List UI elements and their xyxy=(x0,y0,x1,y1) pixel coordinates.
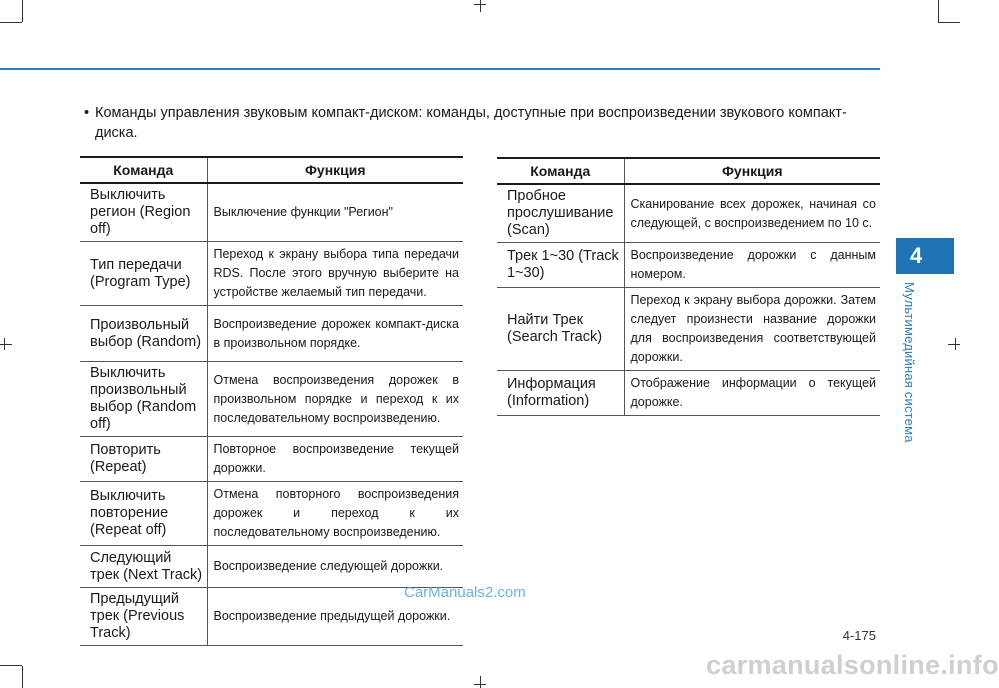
table-row xyxy=(497,184,880,243)
watermark: carmanualsonline.info xyxy=(706,650,999,680)
table-row xyxy=(497,288,880,371)
function-cell: Выключение функции "Регион" xyxy=(207,183,463,242)
crop-mark xyxy=(22,666,23,688)
function-cell: Воспроизведение следующей дорожки. xyxy=(207,546,463,588)
watermark: CarManuals2.com xyxy=(404,584,526,601)
command-cell: Произвольный выбор (Random) xyxy=(80,306,207,362)
function-cell: Отмена воспроизведения дорожек в произвольном порядке и переход к их последовательному воспроизведению. xyxy=(207,362,463,437)
command-cell: Предыдущий трек (Previous Track) xyxy=(80,588,207,646)
chapter-tab: 4 xyxy=(896,238,954,274)
command-cell: Выключить регион (Region off) xyxy=(80,183,207,242)
intro-paragraph xyxy=(80,103,880,143)
crop-mark xyxy=(474,4,486,5)
function-cell: Повторное воспроизведение текущей дорожки. xyxy=(207,437,463,482)
command-cell: Пробное прослушивание (Scan) xyxy=(497,184,624,243)
crop-mark xyxy=(4,338,5,350)
command-cell: Выключить произвольный выбор (Random off) xyxy=(80,362,207,437)
table-row xyxy=(80,437,463,482)
function-cell: Воспроизведение дорожки с данным номером. xyxy=(624,243,880,288)
crop-mark xyxy=(480,0,481,12)
command-cell: Информация (Information) xyxy=(497,371,624,416)
crop-mark xyxy=(955,338,956,350)
chapter-title-container xyxy=(902,282,932,452)
crop-mark xyxy=(0,22,22,23)
table-row xyxy=(80,482,463,546)
crop-mark xyxy=(938,22,960,23)
intro-text: Команды управления звуковым компакт-диском: команды, доступные при воспроизведении звукового компакт-диска. xyxy=(95,105,847,141)
table-row xyxy=(80,546,463,588)
commands-table-left xyxy=(80,156,463,646)
function-cell: Воспроизведение дорожек компакт-диска в произвольном порядке. xyxy=(207,306,463,362)
command-cell: Выключить повторение (Repeat off) xyxy=(80,482,207,546)
function-cell: Сканирование всех дорожек, начиная со следующей, с воспроизведением по 10 с. xyxy=(624,184,880,243)
function-cell: Отображение информации о текущей дорожке. xyxy=(624,371,880,416)
header-function: Функция xyxy=(624,158,880,184)
header-command: Команда xyxy=(497,158,624,184)
crop-mark xyxy=(474,684,486,685)
crop-mark xyxy=(22,0,23,22)
crop-mark xyxy=(938,0,939,22)
command-cell: Тип передачи (Program Type) xyxy=(80,242,207,306)
command-cell: Повторить (Repeat) xyxy=(80,437,207,482)
function-cell: Переход к экрану выбора дорожки. Затем следует произнести название дорожки для воспроизведения соответствующей дорожки. xyxy=(624,288,880,371)
commands-table-right xyxy=(497,157,880,416)
command-cell: Следующий трек (Next Track) xyxy=(80,546,207,588)
table-row xyxy=(80,306,463,362)
crop-mark xyxy=(948,344,960,345)
bullet-icon: • xyxy=(84,105,90,121)
header-command: Команда xyxy=(80,157,207,183)
function-cell: Отмена повторного воспроизведения дорожек и переход к их последовательному воспроизведению. xyxy=(207,482,463,546)
table-row xyxy=(497,371,880,416)
table-row xyxy=(497,243,880,288)
table-row xyxy=(80,242,463,306)
function-cell: Воспроизведение предыдущей дорожки. xyxy=(207,588,463,646)
header-rule xyxy=(0,68,880,70)
command-cell: Трек 1~30 (Track 1~30) xyxy=(497,243,624,288)
function-cell: Переход к экрану выбора типа передачи RDS. После этого вручную выберите на устройстве желаемый тип передачи. xyxy=(207,242,463,306)
crop-mark xyxy=(480,676,481,688)
table-row xyxy=(80,362,463,437)
crop-mark xyxy=(0,665,22,666)
command-cell: Найти Трек (Search Track) xyxy=(497,288,624,371)
header-function: Функция xyxy=(207,157,463,183)
table-row xyxy=(80,183,463,242)
chapter-title: Мультимедийная система xyxy=(902,282,917,443)
page-number: 4-175 xyxy=(842,628,876,643)
crop-mark xyxy=(0,344,12,345)
